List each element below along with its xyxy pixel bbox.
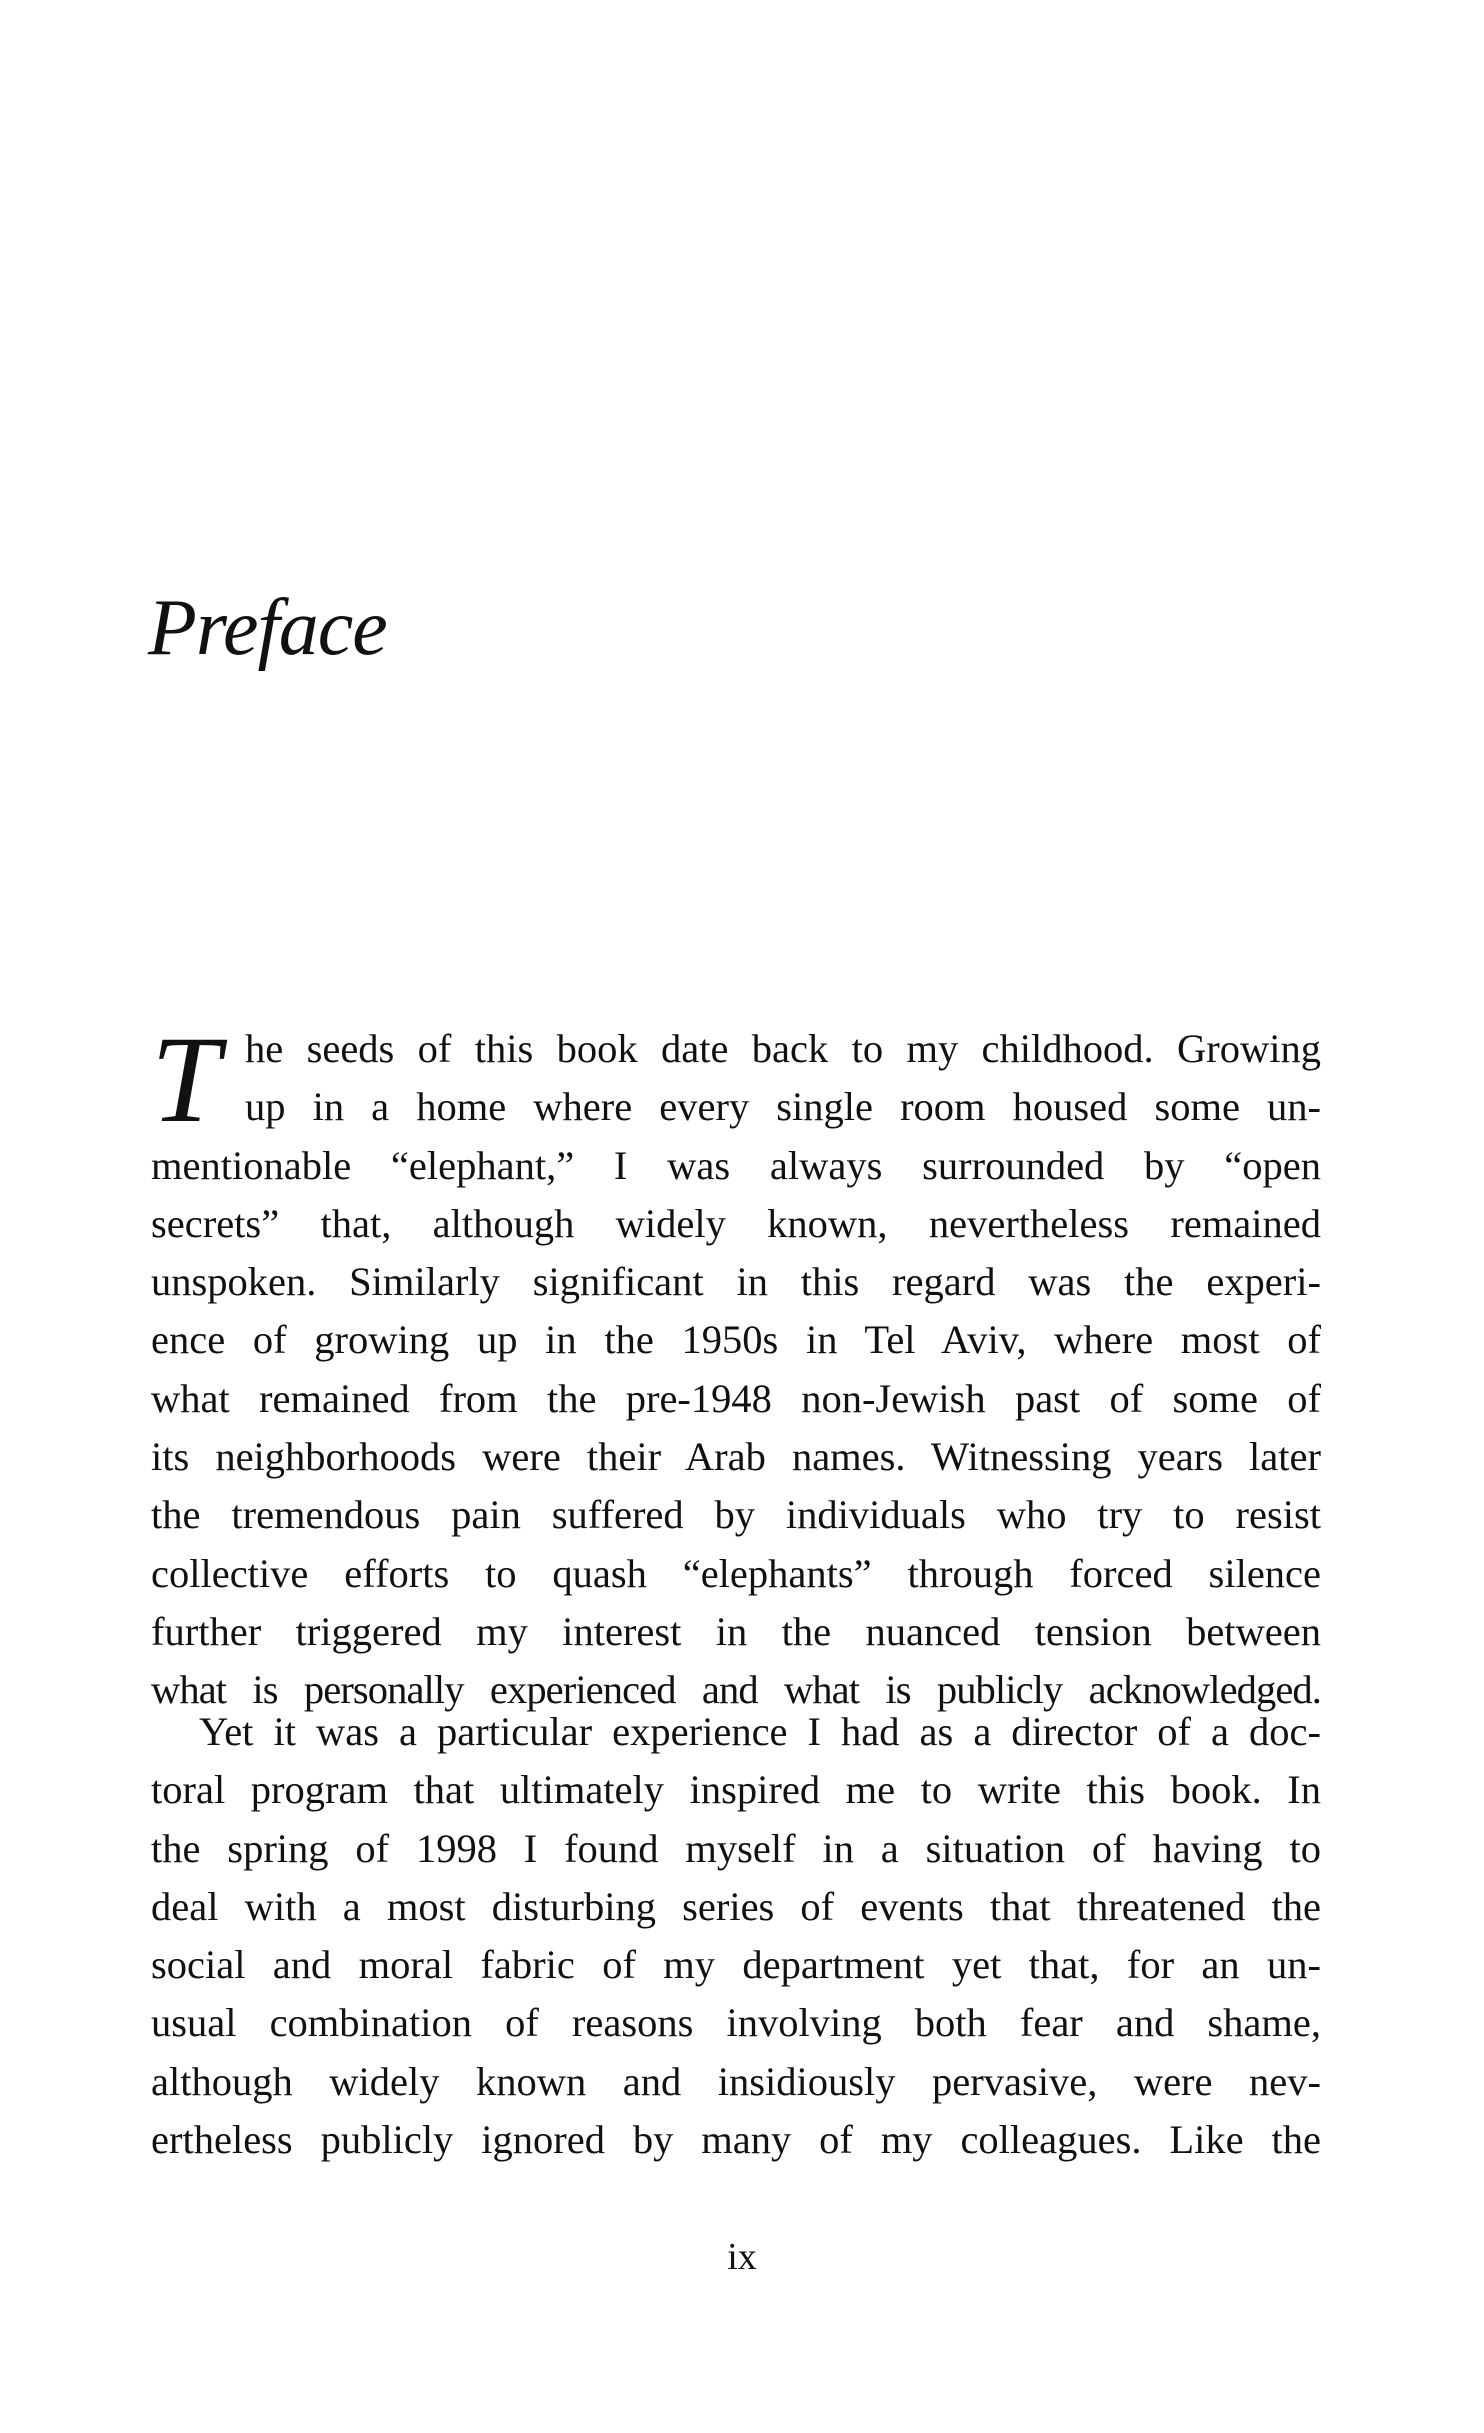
- paragraph-line: further triggered my interest in the nuanced tension between: [151, 1608, 1321, 1654]
- paragraph-line: he seeds of this book date back to my childhood. Growing: [245, 1026, 1321, 1071]
- paragraph-line: the spring of 1998 I found myself in a situation of having to: [151, 1825, 1321, 1871]
- page-number: ix: [727, 2236, 757, 2278]
- paragraph-line: although widely known and insidiously pervasive, were nev-: [151, 2058, 1321, 2104]
- paragraph-1: [151, 1011, 1321, 1720]
- paragraph-line: unspoken. Similarly significant in this regard was the experi-: [151, 1259, 1321, 1305]
- paragraph-line: mentionable “elephant,” I was always surrounded by “open: [151, 1142, 1321, 1188]
- paragraph-2: [151, 1703, 1321, 2169]
- paragraph-line: toral program that ultimately inspired me to write this book. In: [151, 1767, 1321, 1813]
- paragraph-line: social and moral fabric of my department yet that, for an un-: [151, 1942, 1321, 1988]
- paragraph-line: what is personally experienced and what is publicly acknowledged.: [151, 1667, 1321, 1713]
- paragraph-line: secrets” that, although widely known, nevertheless remained: [151, 1200, 1321, 1246]
- paragraph-line: up in a home where every single room housed some un-: [245, 1084, 1321, 1130]
- paragraph-line: collective efforts to quash “elephants” through forced silence: [151, 1550, 1321, 1596]
- paragraph-line: usual combination of reasons involving both fear and shame,: [151, 2000, 1321, 2046]
- paragraph-line: what remained from the pre-1948 non-Jewish past of some of: [151, 1375, 1321, 1421]
- paragraph-line: ertheless publicly ignored by many of my colleagues. Like the: [151, 2117, 1321, 2163]
- paragraph-line: the tremendous pain suffered by individuals who try to resist: [151, 1492, 1321, 1538]
- paragraph-line: ence of growing up in the 1950s in Tel Aviv, where most of: [151, 1317, 1321, 1363]
- chapter-title: Preface: [148, 584, 387, 672]
- paragraph-line: its neighborhoods were their Arab names. Witnessing years later: [151, 1434, 1321, 1480]
- paragraph-line: deal with a most disturbing series of events that threatened the: [151, 1883, 1321, 1929]
- paragraph-line: Yet it was a particular experience I had as a director of a doc-: [199, 1709, 1321, 1754]
- drop-cap: T: [151, 1011, 220, 1148]
